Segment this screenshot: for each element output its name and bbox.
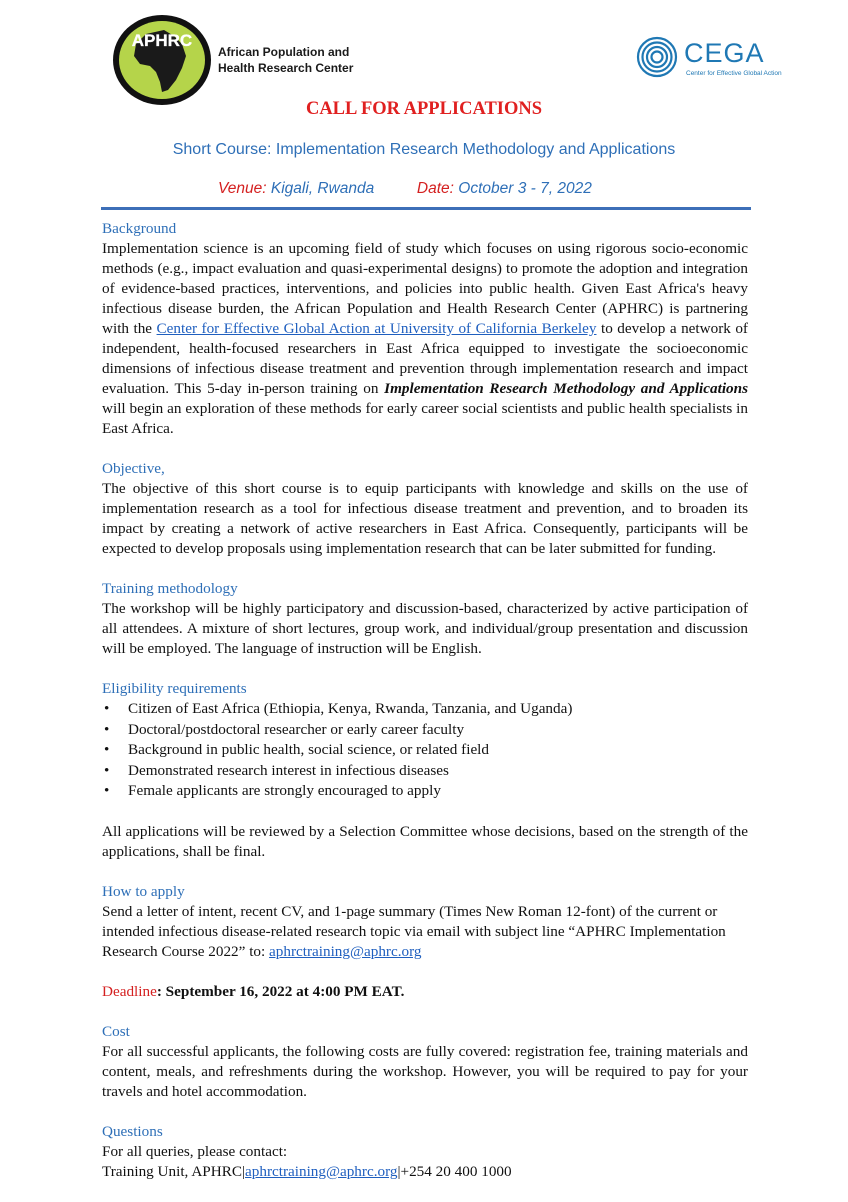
how-to-apply-section	[102, 882, 748, 962]
eligibility-heading: Eligibility requirements	[102, 680, 247, 697]
list-item	[102, 699, 748, 720]
objective-section	[102, 459, 748, 559]
aphrc-organization-name	[218, 44, 353, 76]
objective-text: The objective of this short course is to equip participants with knowledge and skills on the use of implementation research as a tool for infectious disease treatment and prevention, and to broaden its impact by creating a network of active researchers in East Africa. Consequently, participants will be expected to develop proposals using implementation research that can be later submitted for funding.	[102, 480, 748, 557]
cost-text: For all successful applicants, the following costs are fully covered: registration fee, training materials and content, meals, and refreshments during the workshop. However, you will be required to pay for your travels and hotel accommodation.	[102, 1042, 748, 1100]
how-to-apply-heading: How to apply	[102, 882, 185, 900]
list-item	[102, 761, 748, 782]
objective-heading: Objective,	[102, 460, 165, 477]
bullet-icon: •	[104, 761, 110, 779]
date-label: Date:	[416, 180, 454, 197]
aphrc-name-line2: Health Research Center	[218, 61, 354, 75]
training-unit: Training Unit, APHRC	[102, 1162, 242, 1180]
list-item	[102, 720, 748, 741]
contact-phone: +254 20 400 1000	[400, 1162, 512, 1180]
venue-label: Venue:	[218, 180, 267, 197]
list-item	[102, 740, 748, 761]
list-item-text: Female applicants are strongly encouraged to apply	[128, 782, 441, 800]
list-item-text: Doctoral/postdoctoral researcher or early career faculty	[128, 720, 465, 738]
background-text-2: to develop a network of independent, health-focused researchers in East Africa equipped to investigate the socioeconomic dimensions of infectious disease treatment and prevention through implementation research and impact evaluation. This 5-day in-person training on	[102, 320, 748, 397]
apply-email-link[interactable]: aphrctraining@aphrc.org	[269, 942, 422, 960]
bullet-icon: •	[104, 700, 110, 717]
how-to-apply-paragraph	[102, 902, 748, 962]
methodology-text: The workshop will be highly participatory and discussion-based, characterized by active participation of all attendees. A mixture of short lectures, group work, and individual/group presentation and discussion will be employed. The language of instruction will be English.	[102, 600, 748, 657]
aphrc-logo-text: APHRC	[131, 31, 193, 50]
selection-note	[102, 822, 748, 862]
selection-note-text: All applications will be reviewed by a Selection Committee whose decisions, based on the strength of the applications, shall be final.	[102, 822, 748, 860]
how-to-apply-text: Send a letter of intent, recent CV, and 1-page summary (Times New Roman 12-font) of the current or intended infectious disease-related research topic via email with subject line “APHRC Implementation Research Course 2022” to:	[102, 902, 726, 960]
aphrc-name-line1: African Population and	[218, 45, 350, 59]
methodology-heading: Training methodology	[102, 580, 238, 597]
course-emphasis: Implementation Research Methodology and Applications	[384, 380, 748, 397]
methodology-section	[102, 579, 748, 659]
date-value: October 3 - 7, 2022	[458, 180, 592, 197]
page-title: CALL FOR APPLICATIONS	[305, 99, 543, 119]
cega-swirl-icon	[636, 36, 678, 78]
deadline-line	[102, 982, 748, 1002]
venue-value: Kigali, Rwanda	[270, 180, 375, 197]
contact-line: Training Unit, APHRC|aphrctraining@aphrc.org|+254 20 400 1000	[102, 1162, 512, 1180]
document-body	[102, 219, 748, 1202]
cega-subtitle: Center for Effective Global Action	[686, 70, 782, 77]
eligibility-list	[102, 699, 748, 802]
aphrc-logo	[112, 14, 212, 106]
venue-date-line	[218, 180, 592, 198]
questions-line1: For all queries, please contact:	[102, 1142, 288, 1160]
cega-berkeley-link[interactable]: Center for Effective Global Action at University of California Berkeley	[156, 320, 597, 337]
background-paragraph	[102, 239, 748, 439]
cost-heading: Cost	[102, 1022, 130, 1040]
contact-email-link[interactable]: aphrctraining@aphrc.org	[245, 1162, 398, 1180]
header-divider	[101, 207, 751, 210]
background-heading: Background	[102, 220, 177, 237]
cega-logo-text: CEGA	[684, 38, 765, 68]
list-item-text: Citizen of East Africa (Ethiopia, Kenya, Rwanda, Tanzania, and Uganda)	[128, 700, 573, 717]
background-text-1: Implementation science is an upcoming field of study which focuses on using rigorous socio-economic methods (e.g., impact evaluation and quasi-experimental designs) to promote the adoption and integration of evidence-based practices, interventions, and policies into public health. Given East Africa's heavy infectious disease burden, the African Population and Health Research Center (APHRC) is partnering with the	[102, 240, 748, 337]
cost-section	[102, 1022, 748, 1102]
deadline-value: : September 16, 2022 at 4:00 PM EAT.	[156, 982, 405, 1000]
course-title: Short Course: Implementation Research Methodology and Applications	[172, 141, 676, 158]
background-section	[102, 219, 748, 439]
bullet-icon: •	[104, 720, 110, 738]
list-item	[102, 781, 748, 802]
list-item-text: Demonstrated research interest in infectious diseases	[128, 761, 449, 779]
eligibility-section	[102, 679, 748, 802]
questions-heading: Questions	[102, 1122, 163, 1140]
deadline-label: Deadline	[102, 982, 157, 1000]
bullet-icon: •	[104, 782, 110, 800]
questions-section	[102, 1122, 748, 1182]
background-text-3: will begin an exploration of these methods for early career social scientists and public health specialists in East Africa.	[102, 400, 748, 437]
bullet-icon: •	[104, 741, 110, 759]
list-item-text: Background in public health, social science, or related field	[128, 741, 489, 759]
